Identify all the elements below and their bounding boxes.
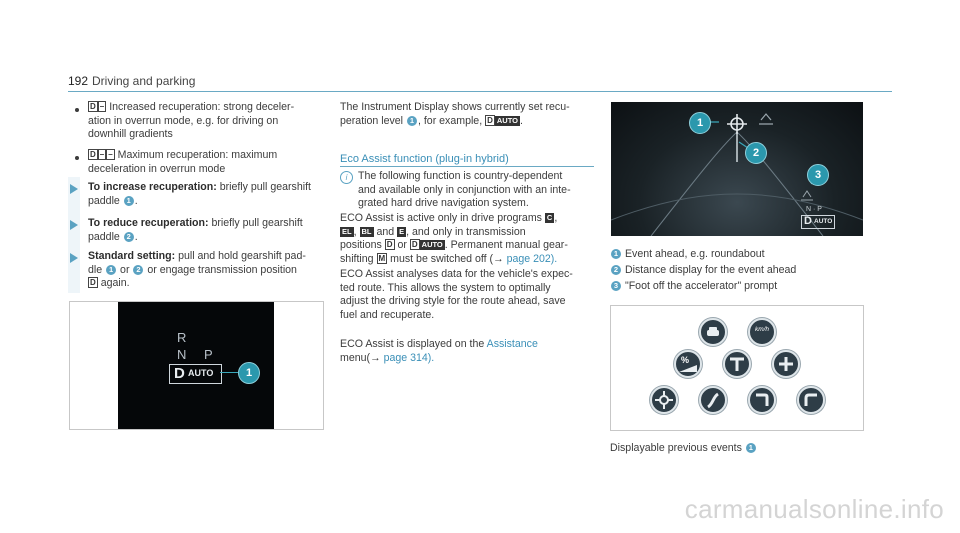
- gear-d: D: [174, 365, 185, 382]
- callout-badge: 2: [133, 265, 143, 275]
- callout-badge: 1: [106, 265, 116, 275]
- speed-limit-icon: km/h: [748, 318, 776, 346]
- bullet: [75, 156, 79, 160]
- figure-gear-display: [69, 301, 324, 430]
- header-rule: [68, 91, 892, 92]
- e-program-icon: E: [399, 226, 405, 236]
- step-increase: To increase recuperation: briefly pull gearshift paddle 1 .: [88, 181, 311, 207]
- callout-badge: 1: [407, 116, 417, 126]
- roundabout-icon: [650, 386, 678, 414]
- turn-right-icon: [748, 386, 776, 414]
- eco-assist-heading: Eco Assist function (plug-in hybrid): [340, 153, 509, 165]
- watermark: carmanualsonline.info: [684, 494, 944, 524]
- step-arrow-icon: [70, 184, 78, 194]
- assistance-menu-link[interactable]: Assistance: [486, 338, 538, 350]
- auto-key-icon: AUTO: [421, 240, 443, 249]
- figure-previous-events: [610, 305, 864, 431]
- page-202-link[interactable]: page 202).: [506, 252, 558, 265]
- d-key-icon: D: [90, 102, 96, 111]
- display-screen: [118, 302, 274, 429]
- callout-badge: 1: [124, 196, 134, 206]
- figure-eco-assist-display: [611, 102, 863, 236]
- m-key-icon: M: [378, 253, 386, 263]
- gear-n: N: [177, 347, 187, 362]
- eco-paragraph-2: ECO Assist analyses data for the vehicle's expec- ted route. This allows the system to optimally adjust the driving style for the route ahead, save fuel and recuperate.: [340, 268, 573, 321]
- callout-badge: 2: [124, 232, 134, 242]
- gear-np: N · P: [806, 206, 822, 213]
- info-icon: i: [340, 171, 353, 184]
- gradient-icon: %: [674, 350, 702, 378]
- bullet: [75, 108, 79, 112]
- c-program-icon: C: [546, 213, 553, 222]
- callout-line: [220, 372, 238, 373]
- legend-item: 3 "Foot off the accelerator" prompt: [610, 279, 777, 293]
- gear-auto: AUTO: [814, 218, 833, 225]
- el-program-icon: EL: [342, 226, 352, 236]
- step-arrow-icon: [70, 253, 78, 263]
- minus-key-icon: –: [108, 150, 113, 159]
- note-paragraph: The following function is country-dependent and available only in conjunction with an inte- grated hard drive navigation system.: [358, 170, 571, 209]
- bend-left-icon: [699, 386, 727, 414]
- figure-caption: Displayable previous events 1: [610, 441, 757, 455]
- page-number: 192: [68, 74, 89, 88]
- gear-p: P: [204, 347, 213, 362]
- step-reduce: To reduce recuperation: briefly pull gearshift paddle 2 .: [88, 217, 303, 243]
- section-title: Driving and parking: [92, 74, 196, 88]
- minus-key-icon: –: [99, 150, 105, 159]
- callout-marker: 2: [745, 142, 767, 164]
- eco-paragraph-1: ECO Assist is active only in drive programs C , EL , BL and E , and only in transmission positions D or D AUTO . Permanent manual gear- shifting M must be switched off (→ page 202).: [340, 212, 568, 265]
- d-key-icon: D: [411, 240, 418, 249]
- crossroads-icon: [772, 350, 800, 378]
- callout-marker: 3: [807, 164, 829, 186]
- minus-key-icon: –: [99, 102, 105, 111]
- bullet-maximum-recuperation: D – – Maximum recuperation: maximum deceleration in overrun mode: [88, 149, 278, 175]
- gear-auto: AUTO: [188, 368, 214, 378]
- callout-badge: 1: [746, 443, 756, 453]
- d-key-icon: D: [90, 150, 96, 159]
- d-key-icon: D: [90, 278, 96, 287]
- page-314-link[interactable]: page 314).: [383, 351, 435, 364]
- legend-item: 2 Distance display for the event ahead: [610, 263, 796, 277]
- step-arrow-icon: [70, 220, 78, 230]
- bullet-increased-recuperation: D – Increased recuperation: strong deceler- ation in overrun mode, e.g. for driving on downhill gradients: [88, 101, 295, 140]
- car-ahead-icon: [699, 318, 727, 346]
- callout-badge: 2: [611, 265, 621, 275]
- gear-d: D: [804, 215, 812, 227]
- d-key-icon: D: [386, 240, 393, 249]
- steps-shade: [68, 177, 80, 293]
- step-standard: Standard setting: pull and hold gearshift pad- dle 1 or 2 or engage transmission position D again.: [88, 250, 306, 289]
- callout-marker: 1: [689, 112, 711, 134]
- d-key-icon: D: [487, 115, 493, 125]
- legend-item: 1 Event ahead, e.g. roundabout: [610, 247, 765, 261]
- callout-badge: 3: [611, 281, 621, 291]
- intro-paragraph: The Instrument Display shows currently set recu- peration level 1 , for example, D AUTO .: [340, 101, 570, 127]
- turn-left-icon: [797, 386, 825, 414]
- section-rule: [340, 166, 594, 167]
- bl-program-icon: BL: [361, 226, 372, 236]
- t-junction-icon: [723, 350, 751, 378]
- eco-paragraph-3: ECO Assist is displayed on the Assistance menu(→ page 314).: [340, 338, 538, 364]
- callout-badge: 1: [611, 249, 621, 259]
- callout-marker: 1: [238, 362, 260, 384]
- auto-key-icon: AUTO: [496, 115, 519, 125]
- gear-selection-box: [801, 215, 835, 229]
- gear-r: R: [177, 330, 187, 345]
- gear-selection-box: [169, 364, 222, 384]
